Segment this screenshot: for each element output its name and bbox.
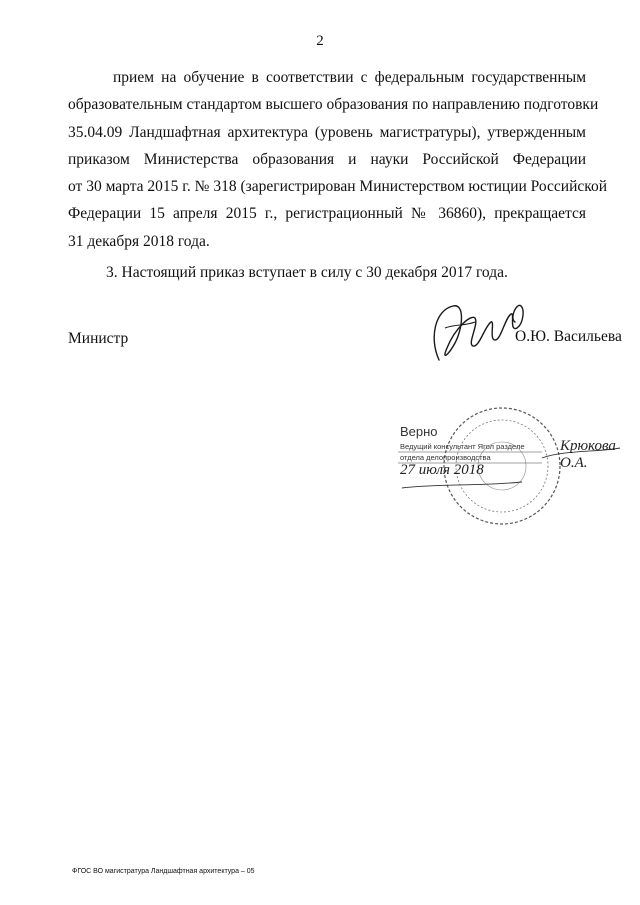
body-line: от 30 марта 2015 г. № 318 (зарегистрирован Министерством юстиции Российской xyxy=(68,178,608,196)
stamp-handwritten-name: Крюкова О.А. xyxy=(560,438,616,471)
page-number: 2 xyxy=(316,33,324,49)
body-line: 35.04.09 Ландшафтная архитектура (уровень магистратуры), утвержденным xyxy=(68,123,586,141)
stamp-verno-label: Верно xyxy=(400,424,438,439)
body-line: 31 декабря 2018 года. xyxy=(68,232,210,250)
body-line: прием на обучение в соответствии с федеральным государственным xyxy=(113,69,586,86)
stamp-department-line: отдела делопроизводства xyxy=(400,453,491,462)
document-body xyxy=(68,64,608,286)
body-line: Федерации 15 апреля 2015 г., регистрационный № 36860), прекращается xyxy=(68,205,586,223)
stamp-position-line: Ведущий консультант Ягол разделе xyxy=(400,442,525,451)
certification-stamp xyxy=(392,400,632,530)
minister-name: О.Ю. Васильева xyxy=(515,328,622,345)
page-footer: ФГОС ВО магистратура Ландшафтная архитектура – 05 xyxy=(72,868,255,875)
stamp-handwritten-date: 27 июля 2018 xyxy=(400,462,484,478)
body-line: приказом Министерства образования и науки Российской Федерации xyxy=(68,150,586,168)
body-line: образовательным стандартом высшего образования по направлению подготовки xyxy=(68,96,599,114)
minister-position-label: Министр xyxy=(68,330,129,347)
section-3-paragraph: 3. Настоящий приказ вступает в силу с 30 декабря 2017 года. xyxy=(106,264,508,282)
